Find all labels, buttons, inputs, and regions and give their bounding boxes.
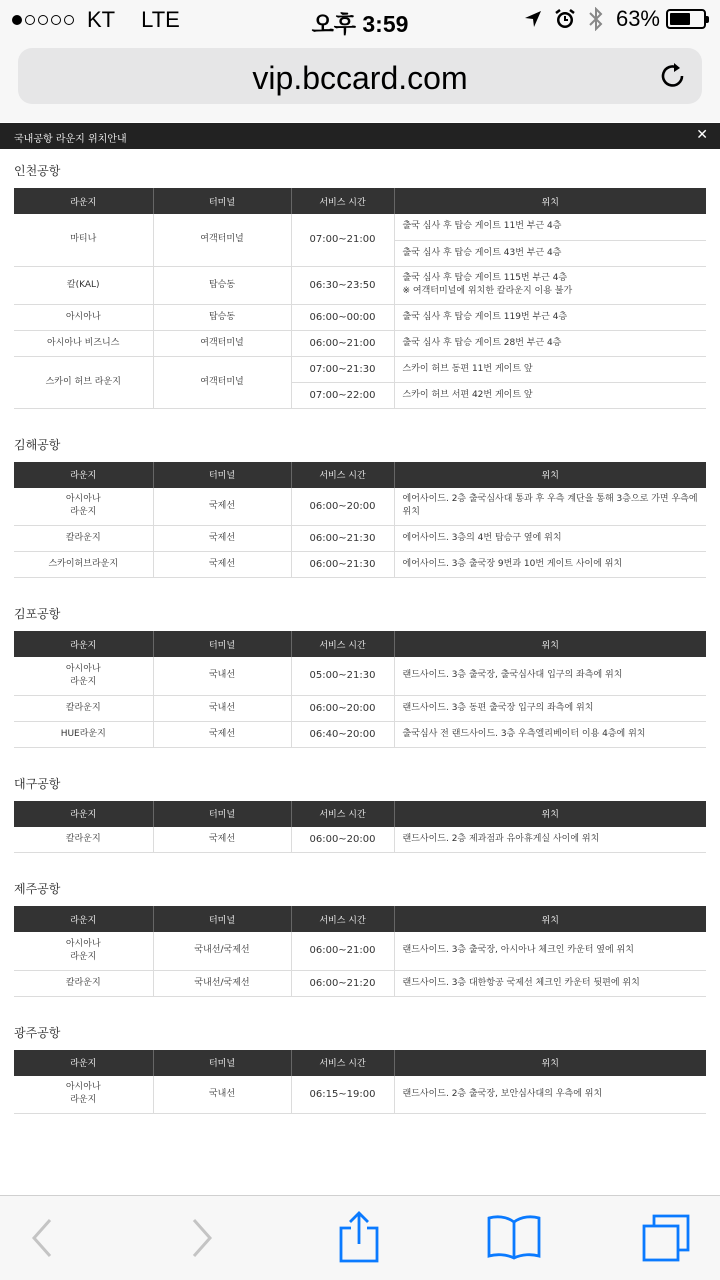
lounge-name: 아시아나 라운지 [14, 1076, 153, 1114]
lounge-name: 아시아나 라운지 [14, 488, 153, 526]
lounge-table [14, 801, 706, 854]
terminal-name: 탑승동 [153, 304, 291, 330]
column-header: 위치 [394, 906, 706, 932]
alarm-icon [554, 8, 576, 30]
lounge-name: 아시아나 라운지 [14, 932, 153, 970]
table-row [14, 266, 706, 304]
column-header: 서비스 시간 [291, 906, 394, 932]
location-text: 에어사이드. 3층 출국장 9번과 10번 게이트 사이에 위치 [394, 552, 706, 578]
service-hours: 07:00~21:30 [291, 356, 394, 382]
table-row [14, 657, 706, 695]
airport-section [0, 149, 720, 423]
lounge-table [14, 906, 706, 997]
table-row [14, 552, 706, 578]
column-header: 라운지 [14, 906, 153, 932]
tabs-icon[interactable] [640, 1212, 692, 1264]
share-icon[interactable] [336, 1210, 382, 1264]
section-gap [14, 409, 706, 423]
reload-icon[interactable] [658, 61, 688, 91]
airport-title: 대구공항 [14, 776, 61, 791]
service-hours: 06:00~20:00 [291, 695, 394, 721]
lounge-table [14, 188, 706, 409]
column-header: 라운지 [14, 188, 153, 214]
column-header: 서비스 시간 [291, 801, 394, 827]
service-hours: 05:00~21:30 [291, 657, 394, 695]
location-text: 랜드사이드. 3층 출국장, 출국심사대 입구의 좌측에 위치 [394, 657, 706, 695]
table-row [14, 214, 706, 240]
airport-section [0, 1011, 720, 1115]
column-header: 터미널 [153, 188, 291, 214]
column-header: 터미널 [153, 906, 291, 932]
bluetooth-icon [588, 7, 604, 31]
service-hours: 06:40~20:00 [291, 721, 394, 747]
bookmarks-icon[interactable] [486, 1212, 542, 1262]
table-row [14, 526, 706, 552]
service-hours: 06:00~21:20 [291, 970, 394, 996]
lounge-name: 마티나 [14, 214, 153, 266]
address-bar[interactable] [18, 48, 702, 104]
lounge-table [14, 1050, 706, 1115]
service-hours: 06:15~19:00 [291, 1076, 394, 1114]
column-header: 위치 [394, 801, 706, 827]
column-header: 서비스 시간 [291, 188, 394, 214]
column-header: 서비스 시간 [291, 462, 394, 488]
service-hours: 06:00~00:00 [291, 304, 394, 330]
column-header: 터미널 [153, 801, 291, 827]
terminal-name: 여객터미널 [153, 356, 291, 408]
lounge-name: 스카이 허브 라운지 [14, 356, 153, 408]
lounge-name: 칼라운지 [14, 695, 153, 721]
location-text: 출국 심사 후 탑승 게이트 115번 부근 4층 ※ 여객터미널에 위치한 칼라운지 이용 불가 [394, 266, 706, 304]
column-header: 위치 [394, 462, 706, 488]
service-hours: 06:00~21:30 [291, 552, 394, 578]
terminal-name: 여객터미널 [153, 330, 291, 356]
service-hours: 07:00~21:00 [291, 214, 394, 266]
location-arrow-icon [524, 10, 542, 28]
airport-section [0, 423, 720, 593]
location-text: 스카이 허브 동편 11번 게이트 앞 [394, 356, 706, 382]
table-row [14, 1076, 706, 1114]
section-gap [14, 997, 706, 1011]
lounge-name: 스카이허브라운지 [14, 552, 153, 578]
airport-section [0, 867, 720, 1011]
table-row [14, 721, 706, 747]
lounge-table [14, 631, 706, 748]
lounge-name: 칼라운지 [14, 970, 153, 996]
close-icon[interactable]: ✕ [696, 127, 708, 143]
terminal-name: 국내선/국제선 [153, 932, 291, 970]
column-header: 서비스 시간 [291, 631, 394, 657]
location-text: 에어사이드. 2층 출국심사대 통과 후 우측 계단을 통해 3층으로 가면 우측에 위치 [394, 488, 706, 526]
column-header: 위치 [394, 1050, 706, 1076]
terminal-name: 국내선/국제선 [153, 970, 291, 996]
service-hours: 06:00~21:00 [291, 330, 394, 356]
airport-section [0, 592, 720, 762]
location-text: 출국 심사 후 탑승 게이트 119번 부근 4층 [394, 304, 706, 330]
terminal-name: 국제선 [153, 721, 291, 747]
column-header: 라운지 [14, 631, 153, 657]
section-gap [14, 853, 706, 867]
column-header: 라운지 [14, 1050, 153, 1076]
popup-title: 국내공항 라운지 위치안내 [14, 134, 127, 145]
browser-chrome [0, 40, 720, 122]
terminal-name: 여객터미널 [153, 214, 291, 266]
column-header: 라운지 [14, 801, 153, 827]
battery-icon [666, 9, 706, 29]
lounge-table [14, 462, 706, 579]
table-row [14, 304, 706, 330]
terminal-name: 국제선 [153, 526, 291, 552]
service-hours: 07:00~22:00 [291, 382, 394, 408]
column-header: 터미널 [153, 462, 291, 488]
location-text: 출국 심사 후 탑승 게이트 28번 부근 4층 [394, 330, 706, 356]
column-header: 라운지 [14, 462, 153, 488]
airport-title: 김포공항 [14, 607, 61, 621]
location-text: 출국 심사 후 탑승 게이트 11번 부근 4층 [394, 214, 706, 240]
column-header: 서비스 시간 [291, 1050, 394, 1076]
airport-title: 인천공항 [14, 164, 61, 178]
service-hours: 06:00~21:30 [291, 526, 394, 552]
url-text[interactable]: vip.bccard.com [252, 60, 468, 96]
column-header: 터미널 [153, 1050, 291, 1076]
battery-percent: 63% [615, 6, 660, 31]
section-gap [14, 578, 706, 592]
clock: 오후 3:59 [311, 11, 409, 37]
carrier-label: KT [87, 7, 116, 32]
lounge-name: HUE라운지 [14, 721, 153, 747]
location-text: 스카이 허브 서편 42번 게이트 앞 [394, 382, 706, 408]
terminal-name: 국내선 [153, 657, 291, 695]
service-hours: 06:30~23:50 [291, 266, 394, 304]
table-row [14, 330, 706, 356]
lounge-name: 아시아나 라운지 [14, 657, 153, 695]
terminal-name: 국제선 [153, 488, 291, 526]
table-row [14, 827, 706, 853]
location-text: 랜드사이드. 3층 출국장, 아시아나 체크인 카운터 옆에 위치 [394, 932, 706, 970]
location-text: 랜드사이드. 2층 제과점과 유아휴게실 사이에 위치 [394, 827, 706, 853]
table-row [14, 970, 706, 996]
location-text: 랜드사이드. 3층 대한항공 국제선 체크인 카운터 뒷편에 위치 [394, 970, 706, 996]
terminal-name: 탑승동 [153, 266, 291, 304]
lounge-name: 칼(KAL) [14, 266, 153, 304]
lounge-name: 아시아나 [14, 304, 153, 330]
service-hours: 06:00~20:00 [291, 827, 394, 853]
airport-title: 광주공항 [14, 1025, 61, 1040]
status-bar [0, 0, 720, 40]
column-header: 위치 [394, 631, 706, 657]
table-row [14, 488, 706, 526]
table-row [14, 695, 706, 721]
table-row [14, 356, 706, 382]
terminal-name: 국내선 [153, 695, 291, 721]
section-gap [14, 748, 706, 762]
lounge-list [0, 149, 720, 1195]
browser-toolbar [0, 1195, 720, 1280]
lounge-name: 칼라운지 [14, 526, 153, 552]
airport-title: 김해공항 [14, 437, 61, 452]
airport-title: 제주공항 [14, 882, 61, 896]
forward-icon[interactable] [188, 1214, 216, 1262]
lounge-name: 아시아나 비즈니스 [14, 330, 153, 356]
location-text: 출국심사 전 랜드사이드. 3층 우측엘리베이터 이용 4층에 위치 [394, 721, 706, 747]
service-hours: 06:00~20:00 [291, 488, 394, 526]
network-label: LTE [141, 7, 180, 32]
column-header: 위치 [394, 188, 706, 214]
back-icon[interactable] [28, 1214, 56, 1262]
lounge-name: 칼라운지 [14, 827, 153, 853]
service-hours: 06:00~21:00 [291, 932, 394, 970]
table-row [14, 932, 706, 970]
location-text: 출국 심사 후 탑승 게이트 43번 부근 4층 [394, 240, 706, 266]
terminal-name: 국제선 [153, 552, 291, 578]
location-text: 랜드사이드. 3층 동편 출국장 입구의 좌측에 위치 [394, 695, 706, 721]
terminal-name: 국내선 [153, 1076, 291, 1114]
terminal-name: 국제선 [153, 827, 291, 853]
popup-header [0, 123, 720, 149]
location-text: 에어사이드. 3층의 4번 탑승구 옆에 위치 [394, 526, 706, 552]
location-text: 랜드사이드. 2층 출국장, 보안심사대의 우측에 위치 [394, 1076, 706, 1114]
airport-section [0, 762, 720, 868]
column-header: 터미널 [153, 631, 291, 657]
